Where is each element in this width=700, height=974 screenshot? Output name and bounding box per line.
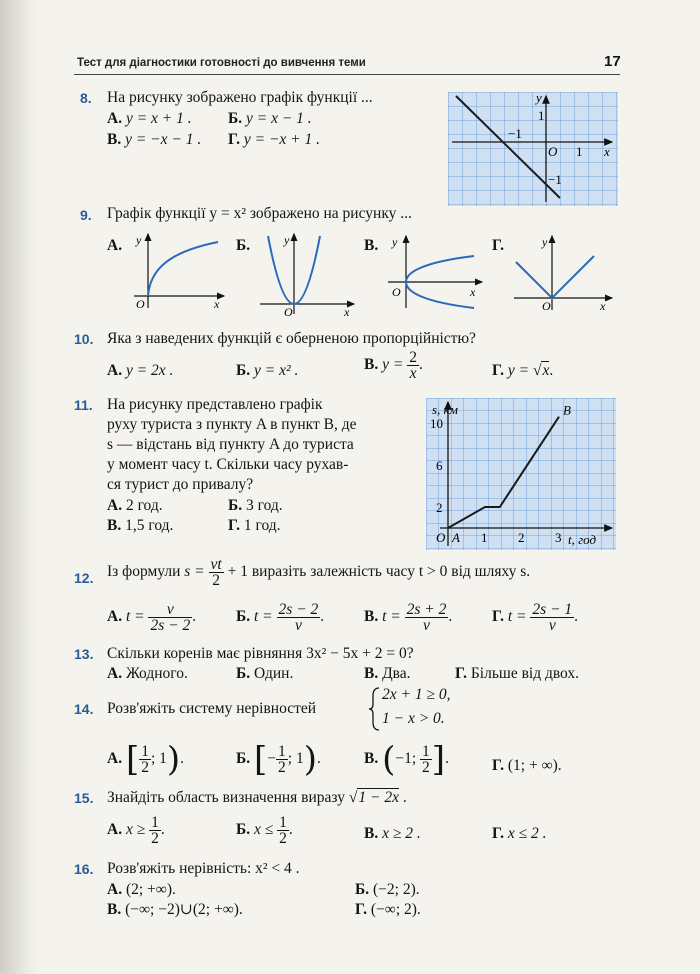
q12-opt-b-num: 2s − 2 [278, 601, 319, 618]
q8-y-label: y [536, 92, 542, 105]
q8-option-d[interactable] [228, 131, 320, 149]
q13-number: 13. [74, 646, 94, 662]
q16-opt-a-label: А. [107, 881, 123, 898]
q15-option-a[interactable] [107, 815, 165, 846]
q12-post: виразіть залежність часу t > 0 від шляху s. [251, 563, 531, 581]
q16-opt-a-text: (2; +∞). [125, 881, 176, 898]
q12-number: 12. [74, 570, 94, 586]
q12-opt-c-fraction [405, 602, 449, 633]
q11-opt-c-label: В. [107, 517, 122, 534]
q13-opt-a-label: А. [107, 665, 123, 682]
q15-opt-a-num: 1 [151, 814, 159, 831]
q8-option-c[interactable] [107, 131, 201, 149]
q10-opt-d-lhs: y = [507, 362, 530, 379]
q16-option-c[interactable] [107, 901, 243, 919]
q15-option-c[interactable] [364, 825, 421, 843]
q9-graph-a [128, 230, 228, 310]
q9-graph-c [384, 232, 484, 312]
q11-option-b[interactable] [228, 497, 283, 515]
q11-xtick-2: 2 [518, 530, 525, 545]
q15-text-line: Знайдіть область визначення виразу √1 − 2x . [107, 789, 407, 806]
q11-option-d[interactable] [228, 517, 281, 535]
q9d-y-label: y [542, 235, 548, 249]
q14-system-line-2 [382, 710, 445, 728]
q12-opt-c-den: v [423, 617, 430, 634]
q15-opt-a-end: . [160, 821, 165, 839]
q10-option-c[interactable] [364, 350, 423, 381]
q10-opt-c-end: . [418, 356, 423, 374]
q8-opt-c-text: y = −x − 1 . [125, 131, 202, 148]
q8-option-b[interactable] [228, 110, 312, 128]
q14-option-c[interactable] [364, 739, 449, 780]
q14-opt-c-open: ( [382, 739, 396, 780]
q8-opt-a-label: А. [107, 110, 123, 127]
q12-option-a[interactable] [107, 602, 196, 633]
q14-opt-c-end: . [445, 750, 449, 768]
q12-opt-a-lhs: t = [125, 608, 145, 626]
q12-option-b[interactable] [236, 602, 324, 633]
q9-option-d[interactable] [492, 237, 504, 255]
q12-opt-a-label: А. [107, 608, 123, 626]
q12-opt-c-lhs: t = [382, 608, 401, 626]
q9-opt-c-label: В. [364, 237, 379, 254]
q15-number: 15. [74, 790, 94, 806]
q16-opt-d-label: Г. [355, 901, 367, 918]
q11-ytick-10: 10 [430, 416, 443, 431]
q14-sys2: 1 − x > 0. [382, 710, 445, 727]
q13-opt-a-text: Жодного. [125, 665, 188, 682]
q15-opt-a-lhs: x ≥ [125, 821, 146, 839]
q12-opt-d-fraction [530, 602, 574, 633]
q14-opt-a-label: А. [107, 750, 123, 768]
q9b-origin: O [284, 305, 293, 318]
q14-opt-b-open: [ [254, 739, 268, 780]
page-header-title: Тест для діагностики готовності до вивчення теми [77, 57, 366, 69]
q11-line-1: На рисунку представлено графік [107, 396, 323, 413]
q9c-y-label: y [392, 235, 398, 249]
q13-text: Скільки коренів має рівняння 3x² − 5x + 2 = 0? [107, 645, 414, 662]
q13-opt-b-text: Один. [254, 665, 294, 682]
q12-opt-d-den: v [548, 617, 556, 634]
q10-opt-d-end: . [549, 362, 554, 379]
q9-graph-b [254, 230, 358, 318]
q12-option-c[interactable] [364, 602, 452, 633]
q10-opt-c-fraction [407, 350, 419, 381]
q11-line-5: ся турист до привалу? [107, 476, 254, 493]
q8-origin-label: O [548, 144, 558, 159]
q10-option-d[interactable]: Г. y = √x. [492, 362, 554, 379]
q11-opt-a-label: А. [107, 497, 123, 514]
q8-opt-b-label: Б. [228, 110, 243, 127]
q11-xlabel: t, год [568, 532, 597, 547]
q9-opt-d-label: Г. [492, 237, 504, 254]
q9b-x-label: x [344, 305, 350, 318]
q15-opt-c-text: x ≥ 2 . [382, 825, 421, 842]
q14-option-d[interactable] [492, 757, 562, 775]
q11-number: 11. [74, 397, 93, 413]
q12-opt-c-num: 2s + 2 [406, 601, 447, 618]
q16-opt-c-text: (−∞; −2)∪(2; +∞). [125, 901, 243, 918]
q9a-curve [148, 242, 218, 296]
q12-opt-a-fraction [148, 602, 192, 633]
q11-ylabel: s, км [432, 402, 458, 417]
q13-opt-b-label: Б. [236, 665, 251, 682]
q14-opt-c-close: ] [431, 739, 446, 780]
q9-option-a[interactable] [107, 237, 122, 255]
q14-opt-a-close: ) [166, 739, 181, 780]
q14-opt-d-text: (1; + ∞). [507, 757, 562, 774]
q11-opt-d-text: 1 год. [243, 517, 281, 534]
q8-opt-c-label: В. [107, 131, 122, 148]
q10-text: Яка з наведених функцій є оберненою пропорційністю? [107, 330, 476, 347]
q15-radicand: 1 − 2x [358, 789, 399, 806]
q14-brace-path [369, 688, 379, 730]
q15-opt-b-lhs: x ≤ [254, 821, 274, 839]
q8-tick-xm1: −1 [508, 126, 522, 141]
q15-opt-b-fraction [277, 815, 289, 846]
q14-sys1: 2x + 1 ≥ 0, [382, 686, 451, 703]
q11-chart [426, 398, 616, 550]
q10-opt-c-den: x [409, 365, 417, 382]
q11-opt-d-label: Г. [228, 517, 240, 534]
q12-option-d[interactable] [492, 602, 578, 633]
q14-text: Розв'яжіть систему нерівностей [107, 700, 317, 717]
q15-option-d[interactable] [492, 825, 547, 843]
q12-opt-c-end: . [448, 608, 453, 626]
q12-text [107, 557, 530, 588]
page-number: 17 [604, 53, 621, 70]
q11-point-label-a: A [452, 530, 460, 545]
header-divider [74, 74, 620, 75]
q11-option-c[interactable] [107, 517, 173, 535]
q12-opt-d-end: . [574, 608, 579, 626]
q16-option-b[interactable] [355, 881, 420, 899]
q15-end: . [402, 789, 407, 806]
q8-text: На рисунку зображено графік функції ... [107, 89, 373, 106]
q10-opt-a-text: y = 2x . [125, 362, 174, 379]
q15-text: Знайдіть область визначення виразу [107, 789, 345, 806]
q8-tick-ym1: −1 [548, 172, 562, 187]
q9a-y-label: y [136, 233, 142, 247]
q12-opt-b-fraction [277, 602, 321, 633]
q14-opt-b-pre: − [267, 750, 277, 768]
q12-opt-b-label: Б. [236, 608, 251, 626]
q11-line-3: s — відстань від пункту A до туриста [107, 436, 354, 453]
q9-graph-d [510, 232, 616, 312]
q12-pre: Із формули [107, 563, 181, 581]
q15-opt-c-label: В. [364, 825, 379, 842]
q8-number: 8. [80, 90, 92, 106]
q14-opt-b-rest: ; 1 [287, 750, 304, 768]
q8-opt-a-text: y = x + 1 . [125, 110, 192, 127]
q14-system-line-1 [382, 686, 450, 704]
q9-number: 9. [80, 207, 92, 223]
q9b-y-label: y [284, 233, 290, 247]
q11-line-4: у момент часу t. Скільки часу рухав- [107, 456, 349, 473]
q15-opt-b-end: . [288, 821, 293, 839]
q14-opt-a-open: [ [125, 739, 140, 780]
q12-opt-a-end: . [192, 608, 197, 626]
q9-option-c[interactable] [364, 237, 378, 255]
q13-opt-c-text: Два. [382, 665, 411, 682]
q10-opt-d-label: Г. [492, 362, 504, 379]
q10-opt-c-num: 2 [409, 349, 417, 366]
q9d-curve [516, 256, 594, 298]
q14-opt-b-fraction [276, 744, 288, 775]
q13-opt-c-label: В. [364, 665, 379, 682]
q9c-x-label: x [470, 285, 476, 299]
q11-origin: O [436, 530, 446, 545]
q12-formula-num: vt [210, 556, 222, 573]
q14-opt-c-num: 1 [422, 743, 430, 760]
q12-opt-a-num: v [148, 602, 192, 618]
q11-option-a[interactable] [107, 497, 163, 515]
page-spine-shadow [0, 0, 40, 974]
q12-opt-b-lhs: t = [254, 608, 273, 626]
q16-opt-b-label: Б. [355, 881, 370, 898]
q14-opt-d-label: Г. [492, 757, 504, 774]
q15-opt-a-fraction [149, 815, 161, 846]
q13-opt-d-text: Більше від двох. [470, 665, 580, 682]
q11-opt-c-text: 1,5 год. [125, 517, 174, 534]
q11-line-2: руху туриста з пункту A в пункт B, де [107, 416, 357, 433]
q12-opt-a-den: 2s − 2 [150, 617, 191, 634]
q8-opt-d-text: y = −x + 1 . [243, 131, 321, 148]
q8-graph-grid [448, 92, 618, 206]
q15-opt-d-label: Г. [492, 825, 504, 842]
q14-opt-b-num: 1 [278, 743, 286, 760]
q16-opt-c-label: В. [107, 901, 122, 918]
q12-opt-d-label: Г. [492, 608, 504, 626]
q12-s-eq: s = [184, 563, 205, 581]
q8-tick-y1: 1 [538, 108, 545, 123]
q14-option-a[interactable] [107, 739, 185, 780]
q11-opt-b-text: 3 год. [246, 497, 283, 514]
q9-opt-a-label: А. [107, 237, 123, 254]
q12-opt-d-lhs: t = [507, 608, 527, 626]
q15-opt-b-num: 1 [279, 814, 287, 831]
q10-option-b[interactable] [236, 362, 298, 380]
q10-opt-b-text: y = x² . [254, 362, 299, 379]
q11-xtick-3: 3 [555, 530, 562, 545]
q15-opt-a-label: А. [107, 821, 123, 839]
q16-option-a[interactable] [107, 881, 176, 899]
q14-system-brace [367, 686, 381, 732]
q12-opt-b-den: v [294, 617, 302, 634]
q9-text: Графік функції y = x² зображено на рисунку ... [107, 205, 412, 222]
q9-option-b[interactable] [236, 237, 250, 255]
q12-opt-d-num: 2s − 1 [532, 601, 573, 618]
q10-opt-c-lhs: y = [382, 356, 404, 374]
q14-opt-c-fraction [420, 744, 432, 775]
q15-option-b[interactable] [236, 815, 293, 846]
q15-opt-d-text: x ≤ 2 . [507, 825, 547, 842]
q10-number: 10. [74, 331, 94, 347]
q12-formula-den: 2 [212, 572, 220, 589]
q14-opt-c-den: 2 [422, 759, 430, 776]
q8-graph [448, 92, 618, 206]
q9c-origin: O [392, 285, 401, 299]
q14-opt-c-pre: −1; [395, 750, 421, 768]
q9a-x-label: x [214, 297, 220, 310]
q13-option-d[interactable] [455, 665, 579, 683]
q14-opt-b-label: Б. [236, 750, 251, 768]
q14-opt-a-end: . [180, 750, 185, 768]
q16-option-d[interactable] [355, 901, 421, 919]
q12-plus: + 1 [227, 563, 248, 581]
q11-point-label-b: B [563, 402, 571, 418]
q14-option-b[interactable] [236, 739, 321, 780]
q14-opt-a-rest: ; 1 [150, 750, 167, 768]
q12-opt-b-end: . [320, 608, 325, 626]
q9-opt-b-label: Б. [236, 237, 251, 254]
q15-opt-b-label: Б. [236, 821, 251, 839]
q9a-origin: O [136, 297, 145, 310]
q11-ytick-2: 2 [436, 500, 443, 515]
q13-option-c[interactable] [364, 665, 411, 683]
q10-opt-a-label: А. [107, 362, 123, 379]
q14-opt-a-num: 1 [141, 743, 149, 760]
q16-text: Розв'яжіть нерівність: x² < 4 . [107, 860, 300, 877]
q9d-x-label: x [600, 299, 606, 312]
q11-opt-b-label: Б. [228, 497, 243, 514]
q14-opt-b-close: ) [303, 739, 317, 780]
q11-opt-a-text: 2 год. [125, 497, 163, 514]
q15-opt-b-den: 2 [279, 830, 287, 847]
q8-opt-d-label: Г. [228, 131, 240, 148]
q10-opt-b-label: Б. [236, 362, 251, 379]
q16-opt-d-text: (−∞; 2). [370, 901, 421, 918]
q13-option-b[interactable] [236, 665, 293, 683]
q16-opt-b-text: (−2; 2). [373, 881, 420, 898]
q10-opt-c-label: В. [364, 356, 379, 374]
q10-option-a[interactable] [107, 362, 173, 380]
q8-tick-x1: 1 [576, 144, 583, 159]
q9d-origin: O [542, 299, 551, 312]
q8-opt-b-text: y = x − 1 . [246, 110, 312, 127]
q15-opt-a-den: 2 [151, 830, 159, 847]
q16-number: 16. [74, 861, 94, 877]
q14-opt-b-den: 2 [278, 759, 286, 776]
q11-ytick-6: 6 [436, 458, 443, 473]
q8-x-label: x [604, 144, 610, 159]
q12-formula-fraction [209, 557, 224, 588]
q14-opt-a-den: 2 [141, 759, 149, 776]
q8-option-a[interactable] [107, 110, 192, 128]
q14-number: 14. [74, 701, 94, 717]
q13-option-a[interactable] [107, 665, 188, 683]
q14-opt-c-label: В. [364, 750, 379, 768]
q14-opt-a-fraction [139, 744, 151, 775]
q10-opt-d-radicand: x [542, 362, 550, 379]
q13-opt-d-label: Г. [455, 665, 467, 682]
q14-opt-b-end: . [316, 750, 321, 768]
q12-opt-c-label: В. [364, 608, 379, 626]
q11-xtick-1: 1 [481, 530, 488, 545]
